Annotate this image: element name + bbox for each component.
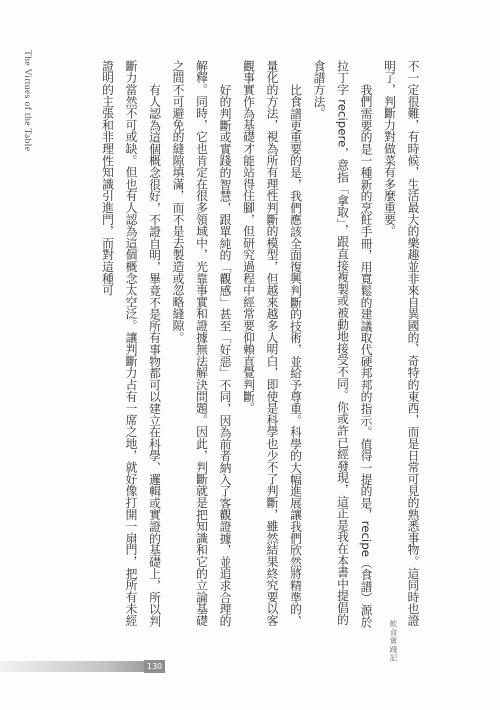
paragraph-5: 有人認為這個概念很好，不證自明，畢竟不是所有事物都可以建立在科學、邏輯或實證的基礎上，所以判斷力當然不可或缺。但也有人認為這個概念太空泛。讓判斷力占有一席之地，就好像打開一扇門，把所有未經證明的主張和非理性知識引進門，而對這種可 (100, 60, 162, 627)
page-number: 130 (144, 660, 165, 673)
paragraph-1: 不一定很難，有時候，生活最大的樂趣並非來自異國的、奇特的東西，而是日常可見的熟悉事物。這同時也證明了，判斷力對做菜有多麼重要。 (382, 60, 420, 627)
section-label: 飲食實踐記 (389, 620, 398, 663)
folio-bar (0, 661, 150, 672)
running-title: The Virtues of the Table (22, 50, 32, 152)
body-text (64, 60, 424, 630)
paragraph-4: 好的判斷或實踐的智慧，跟單純的「觀感」甚至「好惡」不同，因為前者納入了客觀證據，並追求合理的解釋。同時，它也肯定在很多領域中，光靠事實和證據無法解決問題。因此，判斷就是把知識和它的立論基礎之間不可避免的縫隙填滿，而不是去製造或忽略縫隙。 (171, 60, 232, 627)
paragraph-2: 我們需要的是一種新的烹飪手冊，用寬鬆的建議取代硬邦邦的指示。值得一提的是，recipe（食譜）源於拉丁字 recipere，意指「拿取」，跟直接複製或被動地接受不同。你或許已經發現，這正是我在本書中提倡的食譜方法。 (312, 60, 373, 628)
paragraph-3: 比食譜更重要的是，我們應該全面復興判斷的技術，並給予尊重。科學的大幅進展讓我們欣然將精準的、量化的方法，視為所有理性判斷的模型，但越來越多人明白，即使是科學也少不了判斷，雖然結果終究要以客觀事實作為基礎才能站得住腳，但研究過程中經常要仰賴直覺判斷。 (241, 60, 303, 627)
